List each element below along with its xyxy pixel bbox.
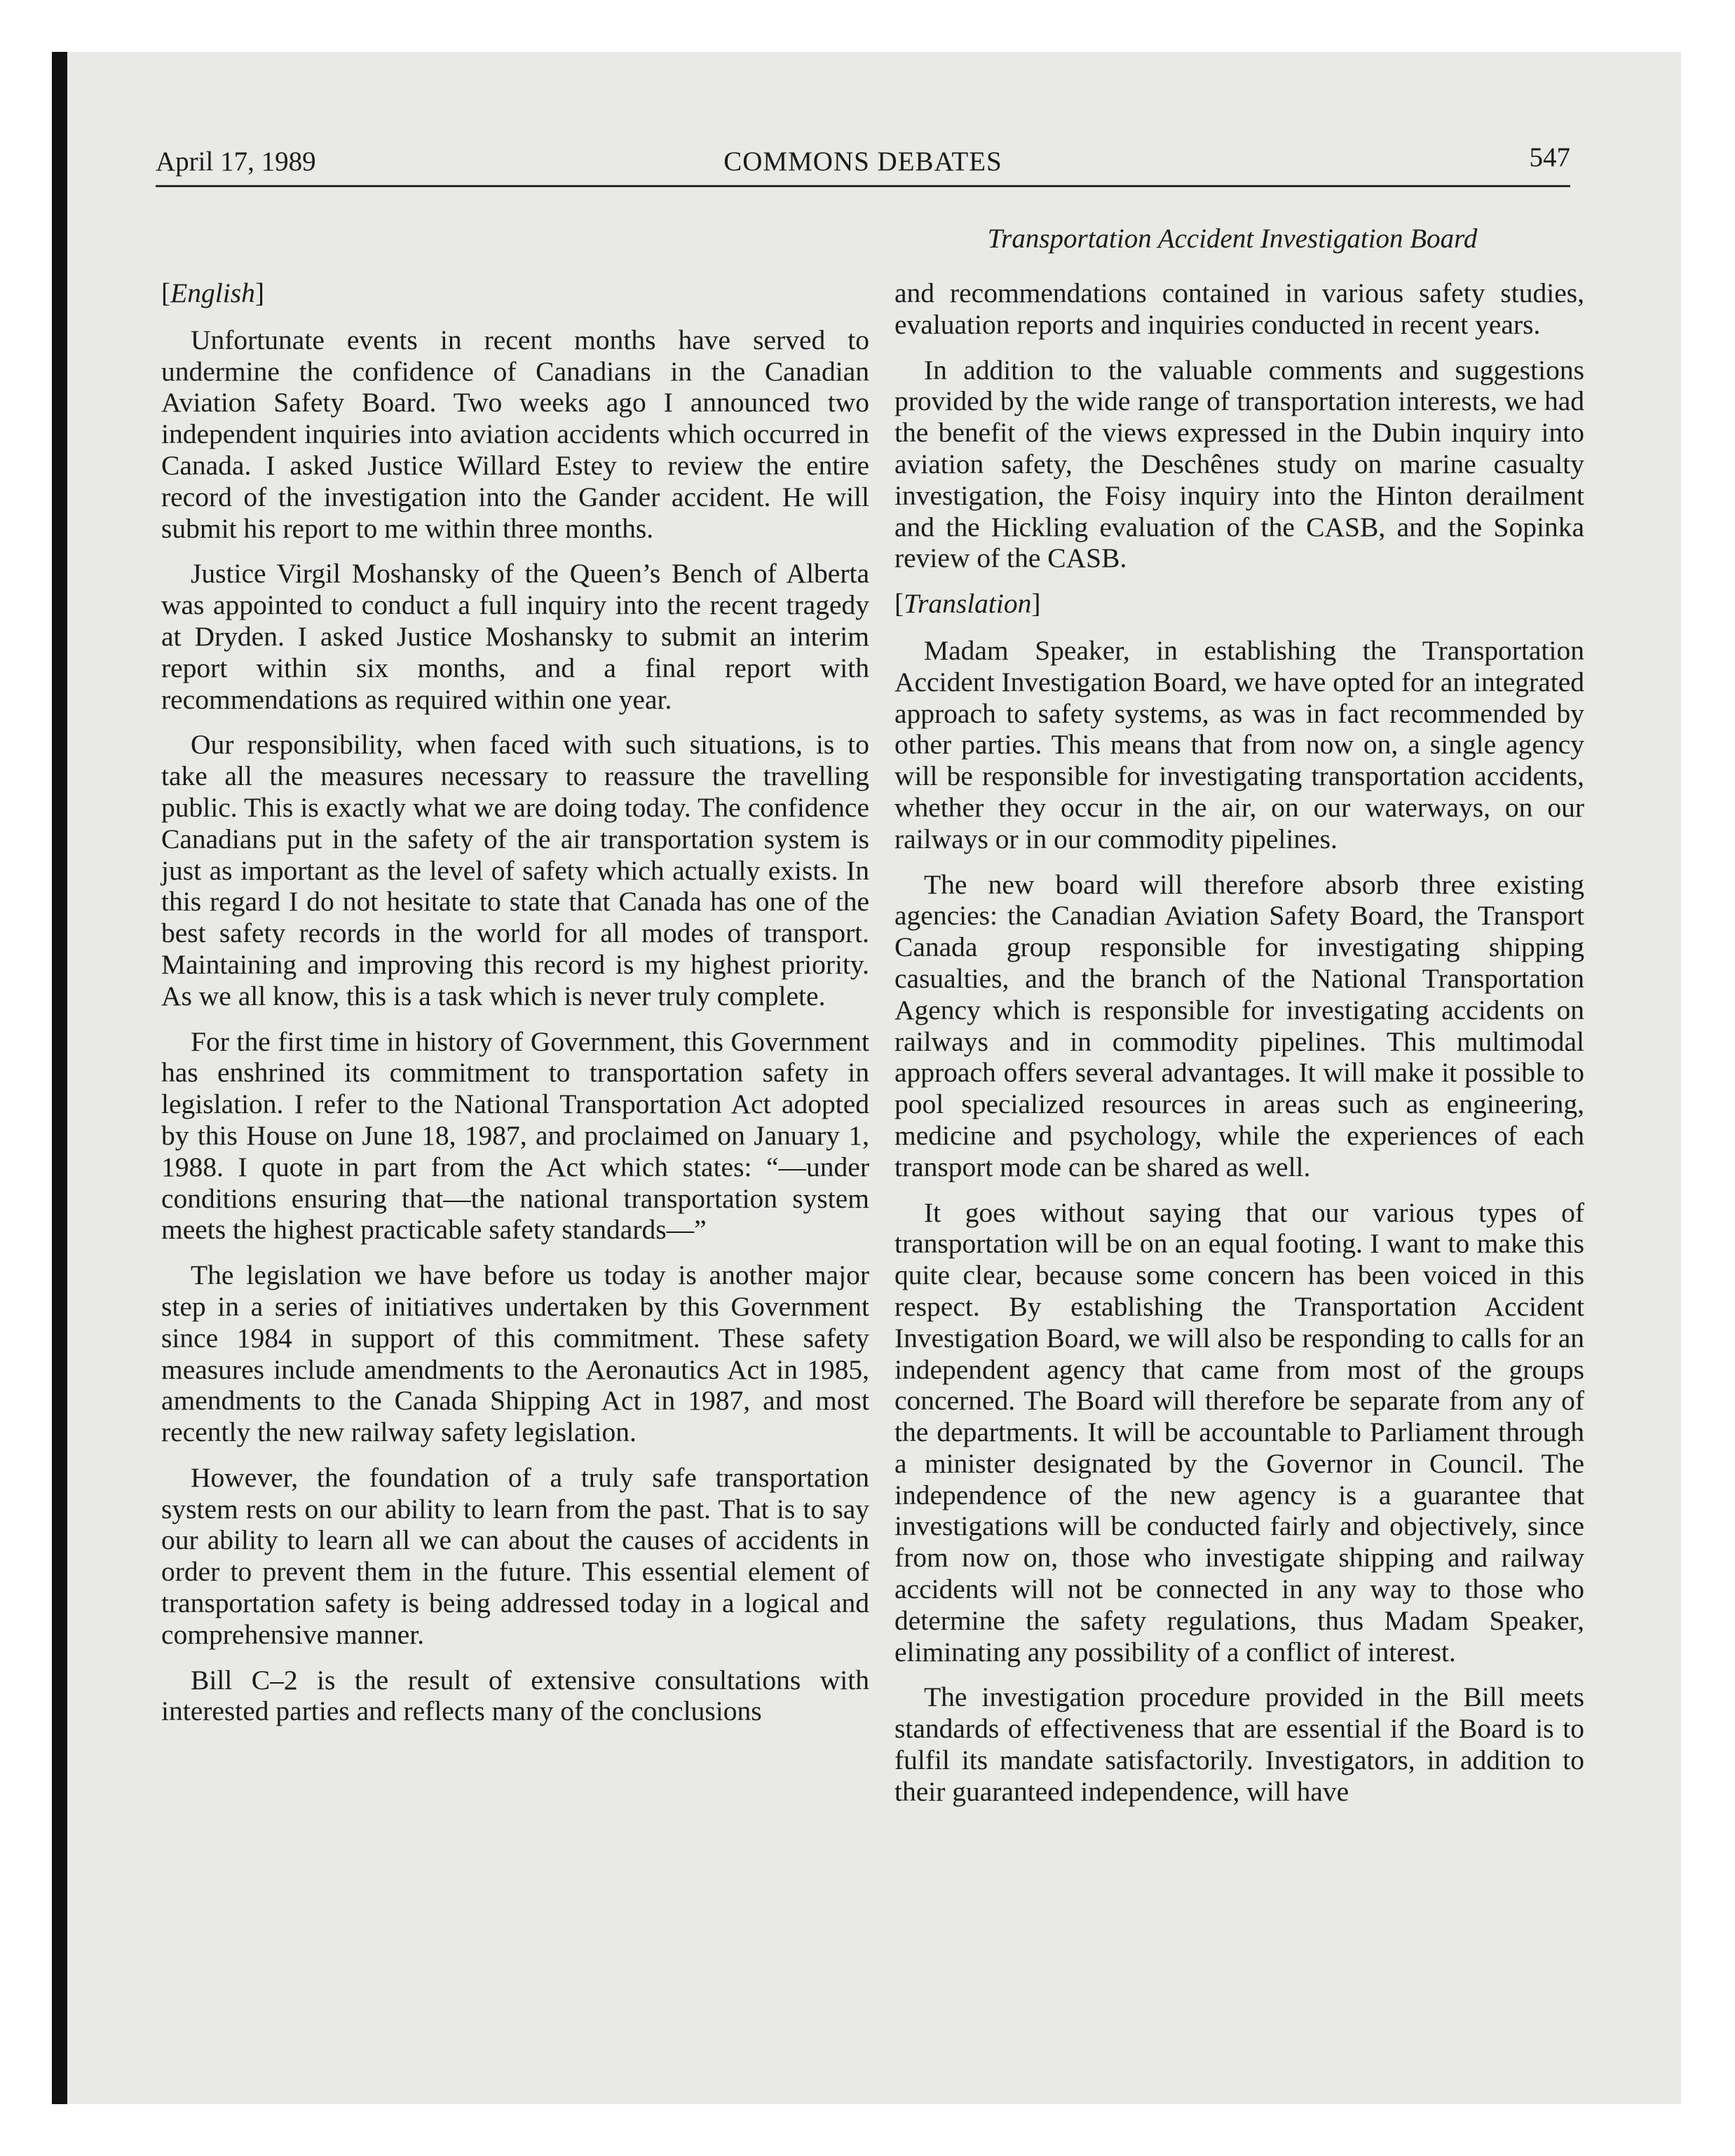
- language-tag-english: [English]: [161, 278, 265, 308]
- binding-edge-shadow: [52, 52, 67, 2104]
- paragraph: Bill C–2 is the result of extensive consultations with interested parties and reflects many of the conclusions: [161, 1664, 869, 1727]
- header-page-number: 547: [1529, 142, 1570, 172]
- paragraph: For the first time in history of Government, this Government has enshrined its commitment to transportation safety in legislation. I refer to the National Transportation Act adopted by this House on June 18, 1987, and proclaimed on January 1, 1988. I quote in part from the Act which states: “—under conditions ensuring that—the national transportation system meets the highest practicable safety standards—”: [161, 1025, 869, 1246]
- right-column: [894, 278, 1584, 1822]
- paragraph: Justice Virgil Moshansky of the Queen’s Bench of Alberta was appointed to conduct a full inquiry into the recent tragedy at Dryden. I asked Justice Moshansky to submit an interim report within six months, and a final report with recommendations as required within one year.: [161, 558, 869, 715]
- section-title: Transportation Accident Investigation Board: [987, 224, 1478, 254]
- header-title: COMMONS DEBATES: [723, 146, 1002, 177]
- paragraph: The investigation procedure provided in the Bill meets standards of effectiveness that are essential if the Board is to fulfil its mandate satisfactorily. Investigators, in addition to their guaranteed independence, will have: [894, 1681, 1584, 1807]
- paragraph: The legislation we have before us today is another major step in a series of initiatives undertaken by this Government since 1984 in support of this commitment. These safety measures include amendments to the Aeronautics Act in 1985, amendments to the Canada Shipping Act in 1987, and most recently the new railway safety legislation.: [161, 1260, 869, 1448]
- header-date: April 17, 1989: [156, 146, 316, 177]
- paragraph: Madam Speaker, in establishing the Transportation Accident Investigation Board, we have opted for an integrated approach to safety systems, as was in fact recommended by other parties. This means that from now on, a single agency will be responsible for investigating transportation accidents, whether they occur in the air, on our waterways, on our railways or in our commodity pipelines.: [894, 634, 1584, 854]
- language-tag-translation: [Translation]: [894, 588, 1041, 620]
- paragraph: However, the foundation of a truly safe transportation system rests on our ability to learn from the past. That is to say our ability to learn all we can about the causes of accidents in order to prevent them in the future. This essential element of transportation safety is being addressed today in a logical and comprehensive manner.: [161, 1461, 869, 1650]
- continued-paragraph: and recommendations contained in various safety studies, evaluation reports and inquiries conducted in recent years.: [894, 278, 1584, 340]
- left-column: [161, 276, 869, 1741]
- paragraph: It goes without saying that our various types of transportation will be on an equal footing. I want to make this quite clear, because some concern has been voiced in this respect. By establishing the Transportation Accident Investigation Board, we will also be responding to calls for an independent agency that came from most of the groups concerned. The Board will therefore be separate from any of the departments. It will be accountable to Parliament through a minister designated by the Governor in Council. The independence of the new agency is a guarantee that investigations will be conducted fairly and objectively, since from now on, those who investigate shipping and railway accidents will not be connected in any way to those who determine the safety regulations, thus Madam Speaker, eliminating any possibility of a conflict of interest.: [894, 1196, 1584, 1667]
- paragraph: The new board will therefore absorb three existing agencies: the Canadian Aviation Safety Board, the Transport Canada group responsible for investigating shipping casualties, and the branch of the National Transportation Agency which is responsible for investigating accidents on railways and in commodity pipelines. This multimodal approach offers several advantages. It will make it possible to pool specialized resources in areas such as engineering, medicine and psychology, while the experiences of each transport mode can be shared as well.: [894, 868, 1584, 1182]
- running-head: [156, 142, 1570, 185]
- paragraph: Our responsibility, when faced with such situations, is to take all the measures necessary to reassure the travelling public. This is exactly what we are doing today. The confidence Canadians put in the safety of the air transportation system is just as important as the level of safety which actually exists. In this regard I do not hesitate to state that Canada has one of the best safety records in the world for all modes of transport. Maintaining and improving this record is my highest priority. As we all know, this is a task which is never truly complete.: [161, 729, 869, 1011]
- paragraph: Unfortunate events in recent months have served to undermine the confidence of Canadians in the Canadian Aviation Safety Board. Two weeks ago I announced two independent inquiries into aviation accidents which occurred in Canada. I asked Justice Willard Estey to review the entire record of the investigation into the Gander accident. He will submit his report to me within three months.: [161, 324, 869, 544]
- paragraph: In addition to the valuable comments and suggestions provided by the wide range of transportation interests, we had the benefit of the views expressed in the Dubin inquiry into aviation safety, the Deschênes study on marine casualty investigation, the Foisy inquiry into the Hinton derailment and the Hickling evaluation of the CASB, and the Sopinka review of the CASB.: [894, 354, 1584, 574]
- header-rule: [156, 185, 1570, 187]
